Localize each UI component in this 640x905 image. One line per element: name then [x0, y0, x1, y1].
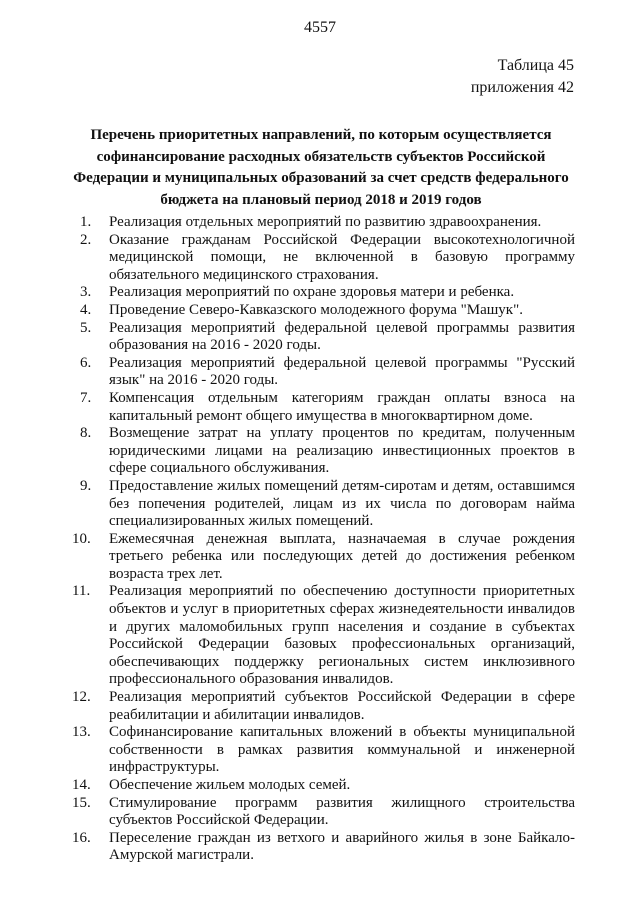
list-item-text: Реализация мероприятий федеральной целевой программы развития образования на 2016 - 2020 годы. — [109, 319, 575, 354]
list-item — [68, 302, 575, 320]
list-item-text: Стимулирование программ развития жилищного строительства субъектов Российской Федерации. — [109, 794, 575, 829]
list-item-text: Переселение граждан из ветхого и аварийного жилья в зоне Байкало-Амурской магистрали. — [109, 829, 575, 864]
list-item — [68, 214, 575, 232]
list-item — [68, 531, 575, 584]
list-item-number: 4. — [80, 301, 92, 318]
list-item-text: Реализация мероприятий по охране здоровья матери и ребенка. — [109, 284, 515, 301]
list-item-number: 13. — [72, 724, 91, 741]
list-item-number: 1. — [80, 214, 92, 230]
page-number: 4557 — [304, 19, 336, 36]
list-item-text: Обеспечение жильем молодых семей. — [109, 777, 351, 793]
list-item-number: 12. — [72, 689, 91, 706]
list-item-number: 5. — [80, 319, 92, 336]
list-item — [68, 390, 575, 425]
list-item-text: Компенсация отдельным категориям граждан оплаты взноса на капитальный ремонт общего имущества в многоквартирном доме. — [109, 389, 575, 424]
list-item-number: 3. — [80, 284, 92, 301]
table-reference — [471, 55, 574, 99]
document-title: Перечень приоритетных направлений, по которым осуществляется софинансирование расходных обязательств субъектов Российской Федерации и муниципальных образований за счет средств федерального бюджета на плановый период 2018 и 2019 годов — [73, 127, 569, 208]
list-item — [68, 795, 575, 830]
list-item-number: 9. — [80, 477, 92, 494]
list-item-number: 6. — [80, 354, 92, 371]
table-reference-line-2: приложения 42 — [470, 79, 574, 96]
list-item-number: 15. — [72, 794, 91, 811]
list-item — [68, 777, 575, 795]
list-item — [68, 689, 575, 724]
list-item-text: Оказание гражданам Российской Федерации высокотехнологичной медицинской помощи, не включенной в базовую программу обязательного медицинского страхования. — [109, 231, 575, 283]
list-item-number: 7. — [80, 389, 92, 406]
list-item-text: Софинансирование капитальных вложений в объекты муниципальной собственности в рамках развития коммунальной и инженерной инфраструктуры. — [109, 724, 575, 776]
list-item-number: 8. — [80, 425, 92, 442]
list-item-text: Предоставление жилых помещений детям-сиротам и детям, оставшимся без попечения родителей, лицам из их числа по договорам найма специализированных жилых помещений. — [109, 477, 575, 530]
list-item — [68, 232, 575, 285]
list-item — [68, 478, 575, 531]
list-item-text: Ежемесячная денежная выплата, назначаемая в случае рождения третьего ребенка или последующих детей до достижения ребенком возраста трех лет. — [109, 530, 575, 582]
list-item-text: Реализация мероприятий по обеспечению доступности приоритетных объектов и услуг в приоритетных сферах жизнедеятельности инвалидов и других маломобильных групп населения и создание в субъектах Российской Федерации базовых профессиональных организаций, обеспечивающих поддержку региональных систем инклюзивного профессионального образования инвалидов. — [109, 583, 575, 688]
list-item-text: Возмещение затрат на уплату процентов по кредитам, полученным юридическими лицами на реализацию инвестиционных проектов в сфере социального обслуживания. — [109, 425, 575, 477]
list-item — [68, 284, 575, 302]
list-item-text: Проведение Северо-Кавказского молодежного форума "Машук". — [109, 301, 523, 318]
list-item-number: 2. — [80, 231, 92, 248]
list-item — [68, 830, 575, 865]
list-item-text: Реализация отдельных мероприятий по развитию здравоохранения. — [109, 214, 542, 230]
list-item-text: Реализация мероприятий федеральной целевой программы "Русский язык" на 2016 - 2020 годы. — [109, 354, 575, 389]
table-reference-line-1: Таблица 45 — [497, 57, 574, 74]
list-item-number: 14. — [72, 777, 91, 793]
list-item — [68, 320, 575, 355]
list-item — [68, 425, 575, 478]
list-item — [68, 583, 575, 689]
list-item-number: 10. — [72, 530, 91, 547]
list-item — [68, 355, 575, 390]
list-item-number: 16. — [72, 829, 91, 846]
list-item-number: 11. — [72, 583, 91, 600]
priority-list — [68, 214, 575, 865]
list-item-text: Реализация мероприятий субъектов Российской Федерации в сфере реабилитации и абилитации инвалидов. — [109, 689, 575, 723]
list-item — [68, 724, 575, 777]
